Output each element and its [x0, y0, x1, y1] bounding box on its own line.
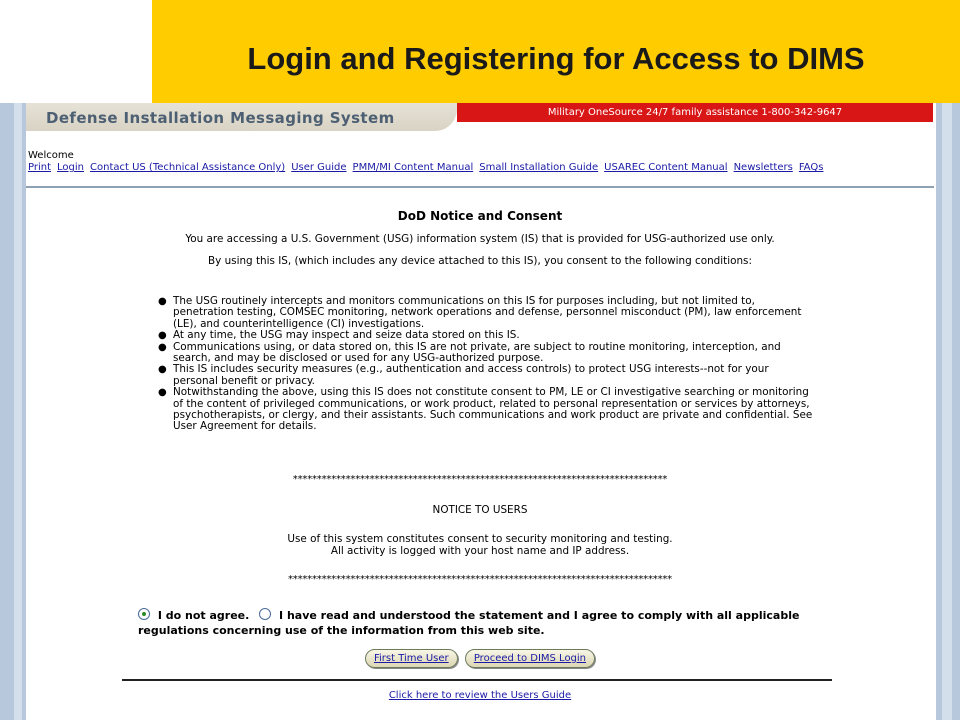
bullet-icon: ●: [158, 341, 167, 353]
list-item: ● This IS includes security measures (e.g., authentication and access controls) to protect USG interests--not for your personal benefit or privacy.: [158, 363, 769, 387]
bullet-icon: ●: [158, 296, 167, 307]
header-divider: [26, 186, 934, 188]
nav-link-contact[interactable]: Contact US (Technical Assistance Only): [90, 162, 286, 173]
nav-link-faqs[interactable]: FAQs: [798, 162, 824, 173]
nav-link-login[interactable]: Login: [57, 162, 84, 173]
bullet-icon: ●: [158, 364, 167, 376]
slide-title: Login and Registering for Access to DIMS: [247, 41, 865, 76]
agree-label: I have read and understood the statement and I agree to comply with all applicable regulations concerning use of the information from this web site.: [138, 609, 800, 637]
onesource-banner: Military OneSource 24/7 family assistance 1-800-342-9647: [457, 103, 933, 122]
action-buttons: [26, 649, 934, 668]
notice-to-users-line-1: Use of this system constitutes consent to security monitoring and testing.: [287, 533, 673, 545]
notice-intro: You are accessing a U.S. Government (USG) information system (IS) that is provided for USG-authorized use only.: [185, 233, 775, 246]
bullet-icon: ●: [158, 330, 167, 342]
notice-title: DoD Notice and Consent: [397, 209, 563, 223]
footer-divider: [122, 679, 832, 681]
list-item: ● Notwithstanding the above, using this IS does not constitute consent to PM, LE or CI investigative searching or monitoring of the content of privileged communications, or work product, related to personal representation or services by attorneys, psychotherapists, or clergy, and their assistants. Such communications and work product are private and confidential. See User Agreement for details.: [158, 386, 813, 433]
disagree-radio[interactable]: [138, 608, 150, 620]
disagree-label: I do not agree.: [157, 609, 250, 622]
list-item: ● Communications using, or data stored on, this IS are not private, are subject to routine monitoring, interception, and search, and may be disclosed or used for any USG-authorized purpose.: [158, 340, 781, 365]
slide-title-bar: [152, 0, 960, 103]
frame-stripe-left: [14, 103, 22, 720]
nav-link-pmm-manual[interactable]: PMM/MI Content Manual: [352, 162, 474, 173]
consent-options: [138, 608, 838, 638]
list-item: ● The USG routinely intercepts and monitors communications on this IS for purposes including, but not limited to, penetration testing, COMSEC monitoring, network operations and defense, personnel misconduct (PM), law enforcement (LE), and counterintelligence (CI) investigations.: [158, 295, 802, 330]
dims-banner-title: Defense Installation Messaging System: [46, 109, 395, 127]
nav-links: [28, 162, 934, 173]
dims-banner: [26, 103, 457, 131]
nav-link-newsletters[interactable]: Newsletters: [733, 162, 793, 173]
nav-link-usarec-manual[interactable]: USAREC Content Manual: [604, 162, 728, 173]
bullet-icon: ●: [158, 387, 167, 399]
notice-content: [26, 211, 934, 268]
nav-link-print[interactable]: Print: [28, 162, 52, 173]
notice-to-users-line-2: All activity is logged with your host name and IP address.: [330, 545, 630, 557]
notice-consent: By using this IS, (which includes any device attached to this IS), you consent to the following conditions:: [208, 255, 752, 268]
nav-link-user-guide[interactable]: User Guide: [291, 162, 347, 173]
welcome-text: Welcome: [28, 150, 74, 161]
agree-radio[interactable]: [259, 608, 271, 620]
list-item: ● At any time, the USG may inspect and seize data stored on this IS.: [158, 329, 520, 342]
first-time-user-button[interactable]: First Time User: [365, 649, 458, 668]
stars-divider-1: ******************************************************************************: [292, 474, 668, 485]
frame-stripe-right: [942, 103, 952, 720]
conditions-list: [158, 295, 813, 433]
web-page: [26, 103, 936, 720]
nav-link-small-installation-guide[interactable]: Small Installation Guide: [479, 162, 599, 173]
proceed-to-login-button[interactable]: Proceed to DIMS Login: [465, 649, 595, 668]
notice-to-users-title: NOTICE TO USERS: [432, 504, 528, 516]
users-guide-link[interactable]: Click here to review the Users Guide: [388, 690, 572, 701]
stars-divider-2: ********************************************************************************: [287, 574, 672, 585]
